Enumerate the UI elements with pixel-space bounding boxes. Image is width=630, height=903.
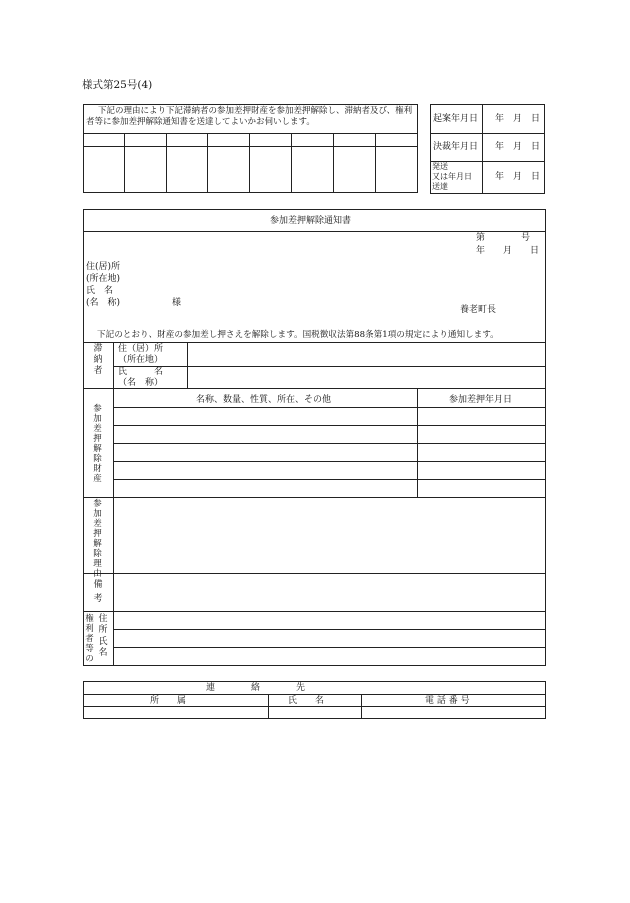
contact-col-phone: 電 話 番 号 (425, 696, 470, 706)
remarks-label: 備考 (93, 580, 103, 604)
notice-date: 年 月 日 (476, 246, 540, 256)
reason-label: 参加差押解除理由 (93, 499, 102, 579)
contact-col-affiliation: 所 属 (150, 696, 187, 706)
issuer-name: 養老町長 (460, 305, 497, 315)
rights-holder-name-label: 氏名 (98, 637, 108, 658)
contact-header: 連 絡 先 (206, 683, 306, 693)
delinquent-name-label: 氏 名 (118, 367, 164, 377)
addressee-name-sub: (名 称) (86, 298, 121, 308)
contact-col-name: 氏 名 (288, 696, 325, 706)
sent-date-value: 年 月 日 (495, 172, 541, 182)
addressee-address-sub: (所在地) (86, 274, 121, 284)
form-number: 様式第25号(4) (82, 79, 153, 91)
drafted-date-value: 年 月 日 (495, 114, 541, 124)
rights-holder-address-label: 住所 (98, 614, 108, 635)
property-section-label: 参加差押解除財産 (93, 404, 102, 484)
rights-holder-section-label: 権利者等の (85, 614, 94, 664)
approval-request-text: 下記の理由により下記滞納者の参加差押財産を参加差押解除し、滞納者及び、権利者等に参加差押解除通知書を送達してよいかお伺いします。 (86, 106, 413, 127)
sent-date-label: 発送 又は年月日 送達 (432, 162, 472, 191)
decided-date-value: 年 月 日 (495, 142, 541, 152)
delinquent-address-label: 住（居）所 (118, 344, 164, 354)
drafted-date-label: 起案年月日 (433, 114, 479, 124)
notice-title: 参加差押解除通知書 (270, 216, 352, 226)
decided-date-label: 決裁年月日 (433, 142, 479, 152)
property-col-date: 参加差押年月日 (449, 395, 513, 405)
notice-body: 下記のとおり、財産の参加差し押さえを解除します。国税徴収法第88条第1項の規定により通知します。 (97, 330, 499, 340)
delinquent-name-sub: （名 称） (118, 378, 164, 388)
notice-number: 第 号 (476, 233, 531, 243)
addressee-honorific: 様 (172, 298, 182, 308)
addressee-name-label: 氏 名 (86, 286, 114, 296)
delinquent-address-sub: （所在地） (118, 355, 164, 365)
property-col-description: 名称、数量、性質、所在、その他 (196, 395, 332, 405)
delinquent-section-label: 滞納者 (93, 344, 103, 376)
addressee-address-label: 住(居)所 (86, 262, 121, 272)
notice-form (83, 209, 546, 666)
